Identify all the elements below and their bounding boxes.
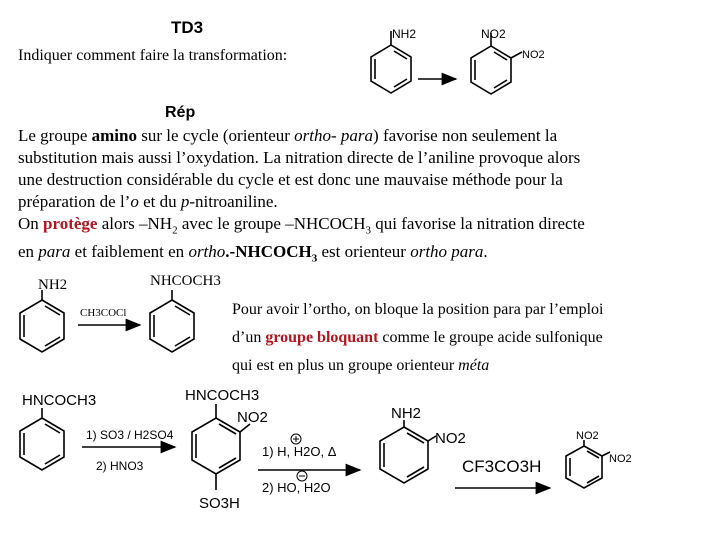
mid-aniline-ring: [20, 290, 64, 352]
side-note-line-3: qui est en plus un groupe orienteur méta: [232, 357, 490, 374]
bottom-nh2-right: NH2: [391, 405, 422, 422]
paragraph-line-3: une destruction considérable du cycle et est donc une mauvaise méthode pour la: [18, 170, 563, 189]
top-nh2-label: NH2: [392, 27, 417, 41]
step-2-label: 2) HNO3: [96, 459, 144, 473]
paragraph-line-6: en para et faiblement en $ortho.-NHCOCH_3$ est orienteur ortho para.: [18, 242, 488, 265]
bottom-no2-right: NO2: [435, 430, 466, 447]
answer-heading: Rép: [165, 104, 196, 121]
so3h-label: SO3H: [199, 495, 240, 512]
acetanilide-ring: [150, 290, 194, 352]
mid-nh2-label: NH2: [38, 277, 68, 293]
final-no2-a: NO2: [576, 430, 599, 442]
paragraph-line-2: substitution mais aussi l’oxydation. La nitration directe de l’aniline provoque alors: [18, 148, 581, 167]
nitroaniline-ring: [380, 420, 436, 483]
dinitro-ring: [471, 33, 522, 94]
top-no2-label-b: NO2: [522, 49, 545, 61]
side-note-line-1: Pour avoir l’ortho, on bloque la position para par l’emploi: [232, 301, 604, 318]
paragraph-line-5: On protège alors $-NH_2$ avec le groupe $-NHCOCH_3$ qui favorise la nitration directe: [18, 214, 585, 237]
bottom-nhcoch3-mid: HNCOCH3: [185, 387, 260, 404]
bottom-nhcoch3-left: HNCOCH3: [22, 392, 97, 409]
top-no2-label-a: NO2: [481, 27, 506, 41]
page-title: TD3: [171, 18, 204, 37]
final-no2-b: NO2: [609, 453, 632, 465]
mid-reagent-label: CH3COCl: [80, 307, 127, 319]
highlight-groupe-bloquant: groupe bloquant: [265, 329, 379, 346]
middle-scheme: [20, 290, 194, 352]
condition-2-label: 2) HO, H2O: [262, 480, 331, 495]
side-note-line-2: d’un groupe bloquant comme le groupe acide sulfonique: [232, 329, 603, 346]
step-1-label: 1) SO3 / H2SO4: [86, 428, 174, 442]
condition-1-label: 1) H, H2O, Δ: [262, 444, 337, 459]
highlight-protege: protège: [43, 214, 98, 233]
mid-nhcoch3-label: NHCOCH3: [150, 273, 221, 289]
bottom-acetanilide-ring: [20, 408, 64, 470]
paragraph-line-4: préparation de l’o et du p-nitroaniline.: [18, 192, 278, 211]
peracid-label: CF3CO3H: [462, 457, 542, 476]
paragraph-line-1: Le groupe amino sur le cycle (orienteur ortho- para) favorise non seulement la: [18, 126, 558, 145]
dinitrobenzene-ring: [566, 440, 610, 488]
plus-charge-icon: [291, 434, 301, 444]
bottom-no2-mid: NO2: [237, 409, 268, 426]
question-text: Indiquer comment faire la transformation:: [18, 47, 288, 64]
